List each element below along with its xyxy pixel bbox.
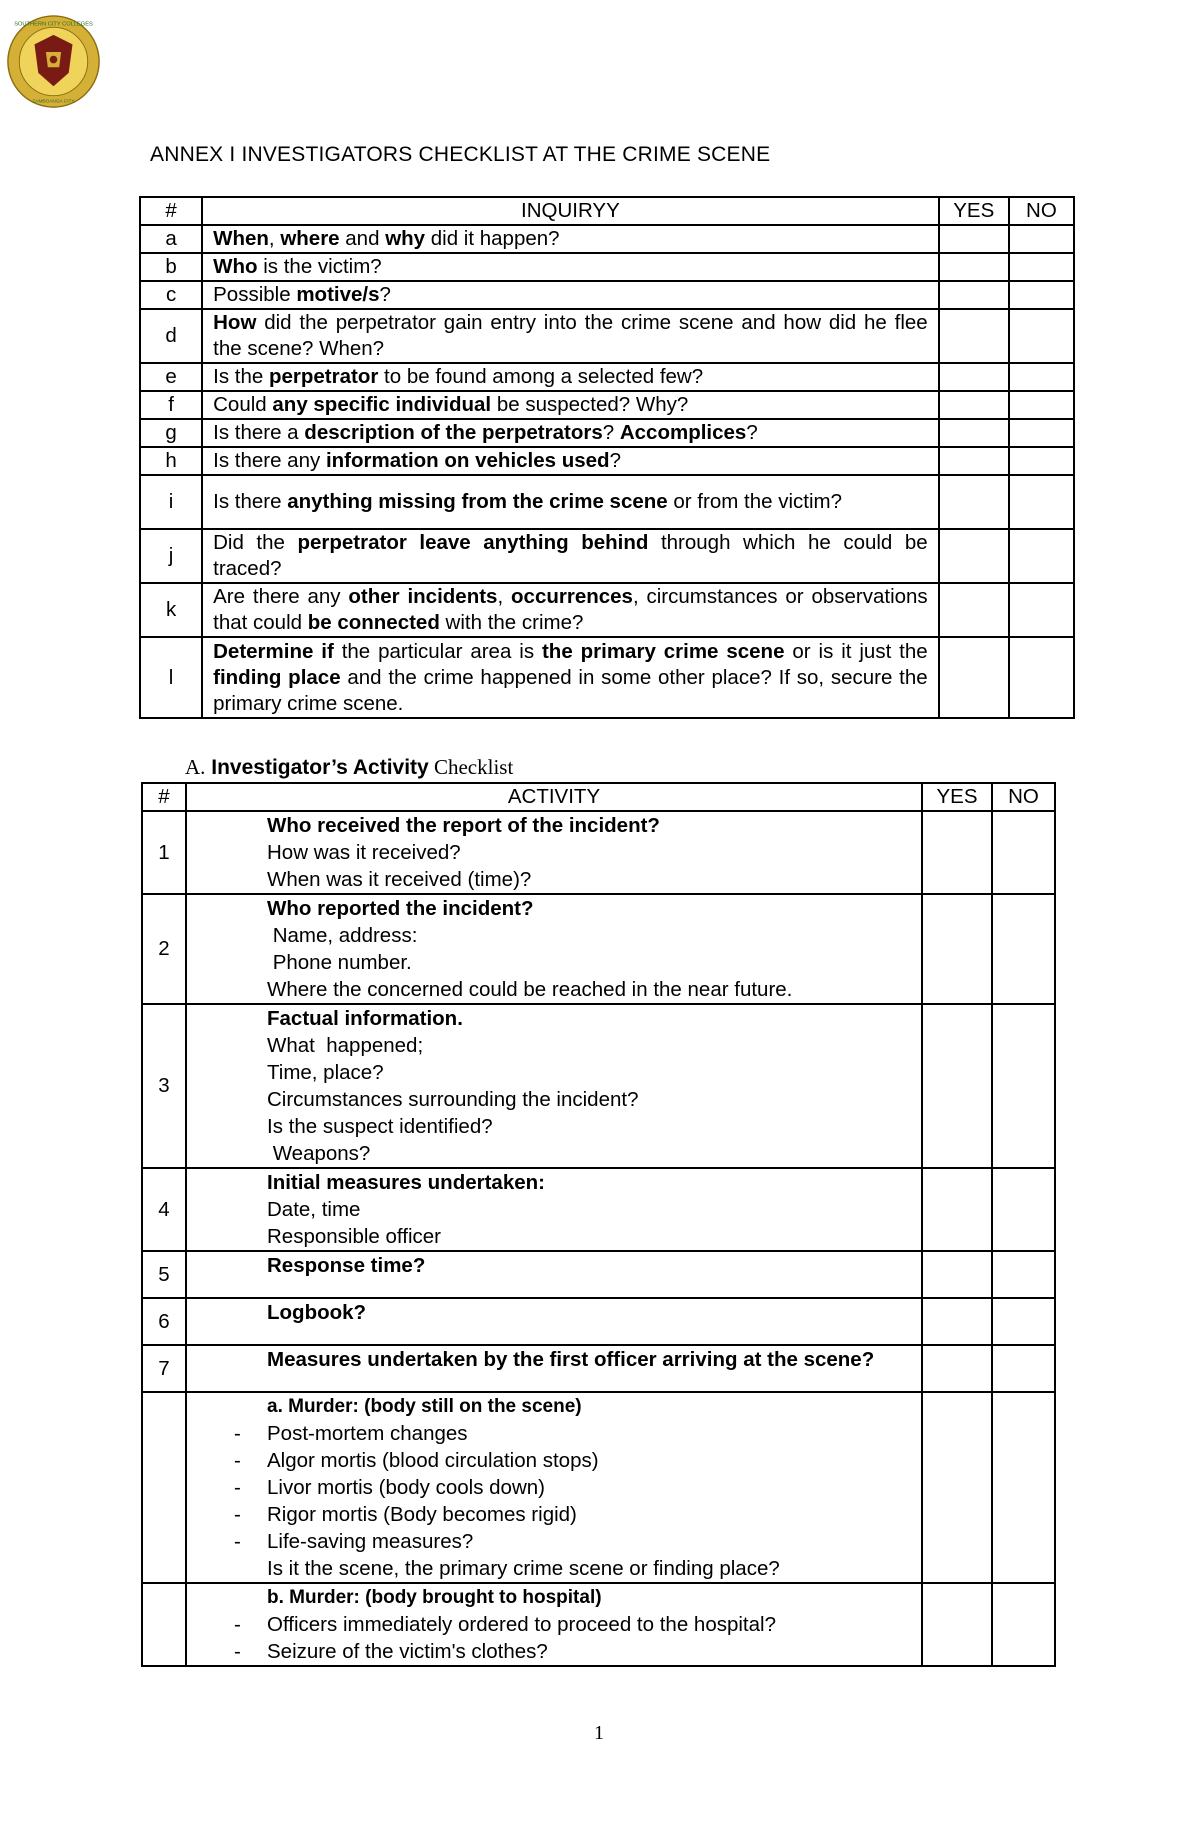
activity-row xyxy=(142,1251,1055,1298)
inquiry-row xyxy=(140,583,1074,637)
page-number: 1 xyxy=(594,1722,604,1744)
inquiry-text: is the victim? xyxy=(257,255,382,278)
inquiry-bold-text: Determine if xyxy=(213,639,334,663)
activity-line: What happened; xyxy=(267,1034,424,1057)
activity-line: Time, place? xyxy=(267,1061,384,1084)
activity-no-checkbox-cell[interactable] xyxy=(992,1251,1055,1298)
logo-subtext: ZAMBOANGA CITY xyxy=(32,99,75,105)
inquiry-text: did the perpetrator gain entry into the crime scene and how did he flee the scene? When? xyxy=(213,311,928,360)
activity-no-checkbox-cell[interactable] xyxy=(992,894,1055,1004)
inquiry-text: to be found among a selected few? xyxy=(378,365,704,388)
inquiry-yes-checkbox-cell[interactable] xyxy=(939,637,1009,718)
activity-header-no: NO xyxy=(992,783,1055,811)
annex-title: ANNEX I INVESTIGATORS CHECKLIST AT THE CRIME SCENE xyxy=(150,143,771,166)
activity-row-text xyxy=(186,1168,922,1251)
inquiry-row-text xyxy=(202,529,939,583)
inquiry-row-text xyxy=(202,419,939,447)
inquiry-bold-text: information on vehicles used xyxy=(325,449,610,472)
inquiry-text: Could xyxy=(213,393,273,416)
activity-yes-checkbox-cell[interactable] xyxy=(922,1345,992,1392)
activity-heading: Who reported the incident? xyxy=(267,897,534,920)
inquiry-yes-checkbox-cell[interactable] xyxy=(939,447,1009,475)
inquiry-text: , circumstances or observations that could xyxy=(213,585,928,634)
inquiry-row xyxy=(140,309,1074,363)
activity-row xyxy=(142,1345,1055,1392)
inquiry-row-letter: b xyxy=(140,253,202,281)
inquiry-yes-checkbox-cell[interactable] xyxy=(939,225,1009,253)
inquiry-row-letter: a xyxy=(140,225,202,253)
activity-header-yes: YES xyxy=(922,783,992,811)
inquiry-text: , xyxy=(497,585,512,608)
inquiry-bold-text: Who xyxy=(213,255,258,278)
inquiry-row xyxy=(140,447,1074,475)
activity-row-number: 2 xyxy=(142,894,186,1004)
inquiry-bold-text: occurrences xyxy=(511,585,633,608)
inquiry-no-checkbox-cell[interactable] xyxy=(1009,447,1074,475)
inquiry-row-text xyxy=(202,281,939,309)
activity-heading: Factual information. xyxy=(267,1007,463,1030)
inquiry-yes-checkbox-cell[interactable] xyxy=(939,309,1009,363)
inquiry-row-letter: f xyxy=(140,391,202,419)
section-title-bold: Investigator’s Activity xyxy=(211,756,429,779)
inquiry-row-letter: l xyxy=(140,637,202,718)
activity-header-num: # xyxy=(142,783,186,811)
activity-row xyxy=(142,1004,1055,1168)
inquiry-row-text xyxy=(202,309,939,363)
activity-table xyxy=(141,782,1056,1667)
inquiry-row-letter: k xyxy=(140,583,202,637)
activity-no-checkbox-cell[interactable] xyxy=(992,1583,1055,1666)
inquiry-row xyxy=(140,475,1074,529)
inquiry-bold-text: How xyxy=(213,311,257,334)
activity-yes-checkbox-cell[interactable] xyxy=(922,1298,992,1345)
inquiry-text: Did the xyxy=(213,531,298,554)
inquiry-row-letter: c xyxy=(140,281,202,309)
inquiry-row xyxy=(140,253,1074,281)
inquiry-bold-text: why xyxy=(385,227,426,250)
activity-row-number: 5 xyxy=(142,1251,186,1298)
inquiry-row-text xyxy=(202,475,939,529)
inquiry-text: ? xyxy=(379,283,391,306)
inquiry-text: Is the xyxy=(213,365,269,388)
activity-row-number xyxy=(142,1392,186,1583)
inquiry-text: or is it just the xyxy=(784,639,928,663)
inquiry-row xyxy=(140,363,1074,391)
inquiry-bold-text: other incidents xyxy=(348,585,498,608)
inquiry-text: ? xyxy=(746,421,758,444)
activity-bullet-line: - Life-saving measures? xyxy=(267,1528,921,1555)
activity-yes-checkbox-cell[interactable] xyxy=(922,1004,992,1168)
section-title-rest: Checklist xyxy=(428,755,514,779)
inquiry-no-checkbox-cell[interactable] xyxy=(1009,281,1074,309)
activity-line: Where the concerned could be reached in the near future. xyxy=(267,978,793,1001)
inquiry-no-checkbox-cell[interactable] xyxy=(1009,391,1074,419)
inquiry-text: Is there any xyxy=(213,449,326,472)
inquiry-header-no: NO xyxy=(1009,197,1074,225)
inquiry-row-text xyxy=(202,253,939,281)
activity-line: Weapons? xyxy=(267,1142,371,1165)
activity-heading: Logbook? xyxy=(267,1301,367,1324)
activity-yes-checkbox-cell[interactable] xyxy=(922,811,992,894)
activity-header-activity: ACTIVITY xyxy=(186,783,922,811)
activity-yes-checkbox-cell[interactable] xyxy=(922,1583,992,1666)
inquiry-no-checkbox-cell[interactable] xyxy=(1009,363,1074,391)
activity-heading: Response time? xyxy=(267,1254,426,1277)
inquiry-bold-text: be connected xyxy=(307,611,440,634)
activity-heading: Measures undertaken by the first officer arriving at the scene? xyxy=(267,1348,875,1371)
inquiry-row xyxy=(140,637,1074,718)
activity-line: When was it received (time)? xyxy=(267,868,532,891)
inquiry-bold-text: finding place xyxy=(213,665,341,689)
inquiry-yes-checkbox-cell[interactable] xyxy=(939,419,1009,447)
inquiry-row-letter: g xyxy=(140,419,202,447)
inquiry-bold-text: perpetrator xyxy=(268,365,379,388)
inquiry-row-text xyxy=(202,225,939,253)
inquiry-row xyxy=(140,391,1074,419)
inquiry-row-letter: d xyxy=(140,309,202,363)
activity-row-text xyxy=(186,1345,922,1392)
activity-section-heading xyxy=(185,755,513,780)
inquiry-text: and the crime happened in some other place? If so, secure the primary crime scene. xyxy=(213,665,928,715)
activity-no-checkbox-cell[interactable] xyxy=(992,1345,1055,1392)
activity-row-text xyxy=(186,1004,922,1168)
activity-no-checkbox-cell[interactable] xyxy=(992,811,1055,894)
section-letter: A. xyxy=(185,755,206,779)
activity-no-checkbox-cell[interactable] xyxy=(992,1298,1055,1345)
activity-subheading: b. Murder: (body brought to hospital) xyxy=(267,1587,602,1608)
inquiry-row-text xyxy=(202,637,939,718)
activity-bullet-line: - Algor mortis (blood circulation stops) xyxy=(267,1447,921,1474)
inquiry-bold-text: Accomplices xyxy=(619,421,747,444)
inquiry-row-text xyxy=(202,391,939,419)
inquiry-no-checkbox-cell[interactable] xyxy=(1009,419,1074,447)
activity-no-checkbox-cell[interactable] xyxy=(992,1004,1055,1168)
activity-row xyxy=(142,1583,1055,1666)
activity-row xyxy=(142,1298,1055,1345)
inquiry-header-yes: YES xyxy=(939,197,1009,225)
inquiry-row-text xyxy=(202,583,939,637)
inquiry-text: the particular area is xyxy=(333,639,542,663)
activity-header-row xyxy=(142,783,1055,811)
activity-subheading: a. Murder: (body still on the scene) xyxy=(267,1396,582,1417)
inquiry-yes-checkbox-cell[interactable] xyxy=(939,583,1009,637)
activity-bullet-line: - Rigor mortis (Body becomes rigid) xyxy=(267,1501,921,1528)
inquiry-text: or from the victim? xyxy=(667,490,842,513)
activity-row-text xyxy=(186,1251,922,1298)
activity-row-number: 1 xyxy=(142,811,186,894)
activity-no-checkbox-cell[interactable] xyxy=(992,1392,1055,1583)
activity-row xyxy=(142,811,1055,894)
inquiry-yes-checkbox-cell[interactable] xyxy=(939,253,1009,281)
inquiry-no-checkbox-cell[interactable] xyxy=(1009,475,1074,529)
inquiry-text: Is there a xyxy=(213,421,305,444)
activity-yes-checkbox-cell[interactable] xyxy=(922,1168,992,1251)
inquiry-text: be suspected? Why? xyxy=(491,393,689,416)
activity-line: Is it the scene, the primary crime scene or finding place? xyxy=(267,1557,780,1580)
activity-bullet-line: - Post-mortem changes xyxy=(267,1420,921,1447)
activity-line: Date, time xyxy=(267,1198,361,1221)
inquiry-row-letter: j xyxy=(140,529,202,583)
inquiry-text: and xyxy=(339,227,386,250)
inquiry-no-checkbox-cell[interactable] xyxy=(1009,637,1074,718)
inquiry-row-letter: i xyxy=(140,475,202,529)
activity-bullet-line: - Seizure of the victim's clothes? xyxy=(267,1638,921,1665)
inquiry-text: Are there any xyxy=(213,585,349,608)
inquiry-yes-checkbox-cell[interactable] xyxy=(939,529,1009,583)
activity-row-number: 7 xyxy=(142,1345,186,1392)
inquiry-header-num: # xyxy=(140,197,202,225)
inquiry-row xyxy=(140,529,1074,583)
activity-row-number xyxy=(142,1583,186,1666)
activity-bullet-line: - Officers immediately ordered to proceed to the hospital? xyxy=(267,1611,921,1638)
inquiry-row-letter: e xyxy=(140,363,202,391)
inquiry-no-checkbox-cell[interactable] xyxy=(1009,225,1074,253)
inquiry-text: , xyxy=(268,227,281,250)
activity-line: Is the suspect identified? xyxy=(267,1115,493,1138)
activity-row xyxy=(142,1168,1055,1251)
activity-row xyxy=(142,1392,1055,1583)
inquiry-text: through which he could be traced? xyxy=(213,531,928,580)
activity-heading: Initial measures undertaken: xyxy=(267,1171,545,1194)
inquiry-header-row xyxy=(140,197,1074,225)
inquiry-no-checkbox-cell[interactable] xyxy=(1009,529,1074,583)
college-seal-logo xyxy=(6,14,101,109)
activity-bullet-line: - Livor mortis (body cools down) xyxy=(267,1474,921,1501)
inquiry-yes-checkbox-cell[interactable] xyxy=(939,391,1009,419)
inquiry-no-checkbox-cell[interactable] xyxy=(1009,583,1074,637)
activity-row-text xyxy=(186,894,922,1004)
inquiry-bold-text: motive/s xyxy=(296,283,380,306)
activity-yes-checkbox-cell[interactable] xyxy=(922,894,992,1004)
activity-row-text xyxy=(186,1392,922,1583)
inquiry-row-letter: h xyxy=(140,447,202,475)
activity-row-text xyxy=(186,811,922,894)
activity-line: Phone number. xyxy=(267,951,412,974)
inquiry-bold-text: any specific individual xyxy=(272,393,492,416)
activity-line: How was it received? xyxy=(267,841,461,864)
inquiry-text: Possible xyxy=(213,283,297,306)
inquiry-text: did it happen? xyxy=(425,227,560,250)
inquiry-bold-text: where xyxy=(280,227,340,250)
inquiry-text: ? xyxy=(602,421,620,444)
inquiry-row xyxy=(140,225,1074,253)
activity-line: Responsible officer xyxy=(267,1225,441,1248)
inquiry-yes-checkbox-cell[interactable] xyxy=(939,475,1009,529)
activity-row-number: 4 xyxy=(142,1168,186,1251)
activity-line: Circumstances surrounding the incident? xyxy=(267,1088,639,1111)
inquiry-bold-text: perpetrator leave anything behind xyxy=(297,531,649,554)
inquiry-bold-text: When xyxy=(213,227,269,250)
inquiry-yes-checkbox-cell[interactable] xyxy=(939,281,1009,309)
activity-no-checkbox-cell[interactable] xyxy=(992,1168,1055,1251)
inquiry-header-inquiry: INQUIRYY xyxy=(202,197,939,225)
inquiry-no-checkbox-cell[interactable] xyxy=(1009,309,1074,363)
inquiry-row-text xyxy=(202,447,939,475)
inquiry-bold-text: anything missing from the crime scene xyxy=(287,490,668,513)
activity-row-text xyxy=(186,1298,922,1345)
activity-row-text xyxy=(186,1583,922,1666)
activity-row-number: 3 xyxy=(142,1004,186,1168)
activity-row-number: 6 xyxy=(142,1298,186,1345)
inquiry-row xyxy=(140,281,1074,309)
activity-row xyxy=(142,894,1055,1004)
inquiry-bold-text: description of the perpetrators xyxy=(304,421,603,444)
inquiry-row-text xyxy=(202,363,939,391)
inquiry-text: with the crime? xyxy=(439,611,584,634)
activity-yes-checkbox-cell[interactable] xyxy=(922,1392,992,1583)
activity-line: Name, address: xyxy=(267,924,418,947)
activity-yes-checkbox-cell[interactable] xyxy=(922,1251,992,1298)
logo-text: SOUTHERN CITY COLLEGES xyxy=(14,21,93,28)
inquiry-no-checkbox-cell[interactable] xyxy=(1009,253,1074,281)
activity-heading: Who received the report of the incident? xyxy=(267,814,660,837)
inquiry-row xyxy=(140,419,1074,447)
inquiry-yes-checkbox-cell[interactable] xyxy=(939,363,1009,391)
inquiry-text: Is there xyxy=(213,490,288,513)
inquiry-text: ? xyxy=(609,449,621,472)
inquiry-bold-text: the primary crime scene xyxy=(541,639,785,663)
inquiry-table xyxy=(139,196,1075,719)
